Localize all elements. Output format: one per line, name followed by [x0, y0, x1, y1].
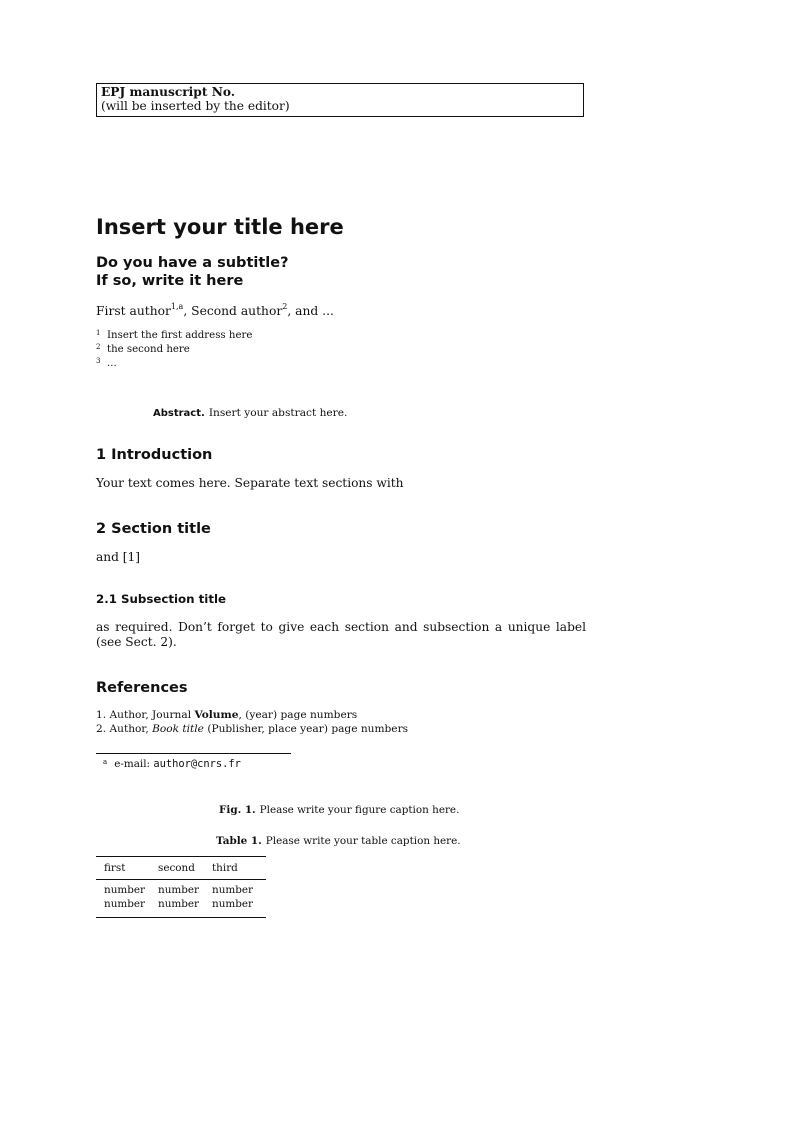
- reference-text-post: , (year) page numbers: [238, 709, 358, 721]
- section-heading-introduction: 1 Introduction: [96, 447, 213, 463]
- affiliation-number: 1: [96, 329, 101, 337]
- footnote-label: e-mail:: [114, 758, 154, 770]
- reference-item-2: [96, 723, 408, 737]
- figure-caption: [219, 803, 459, 817]
- reference-text-pre: Author, Journal: [109, 709, 195, 721]
- table-header-cell: first: [104, 862, 126, 874]
- table-header-cell: third: [212, 862, 238, 874]
- table-caption: [216, 834, 461, 848]
- footnote: [103, 758, 241, 771]
- data-table: [96, 856, 266, 918]
- introduction-paragraph: Your text comes here. Separate text sections with: [96, 476, 404, 490]
- affiliation-3: [96, 357, 117, 371]
- section-2-paragraph: and [1]: [96, 550, 141, 564]
- reference-text-post: (Publisher, place year) page numbers: [203, 722, 409, 735]
- affiliation-text: the second here: [107, 344, 190, 355]
- reference-book-title: Book title: [152, 722, 204, 735]
- manuscript-number-label: EPJ manuscript No.: [101, 85, 236, 99]
- affiliation-text: ...: [107, 358, 117, 369]
- first-author-affiliation-mark: 1,a: [170, 301, 184, 311]
- table-cell: number: [158, 898, 200, 910]
- figure-caption-label: Fig. 1.: [219, 804, 256, 816]
- table-cell: number: [104, 898, 146, 910]
- table-cell: number: [104, 884, 146, 896]
- subsection-paragraph: as required. Don’t forget to give each section and subsection a unique label (see Sect. 2).: [96, 620, 586, 649]
- table-body: [96, 880, 266, 917]
- author-list: [96, 303, 334, 319]
- table-cell: number: [212, 884, 254, 896]
- editor-note: (will be inserted by the editor): [101, 99, 290, 113]
- affiliation-number: 2: [96, 343, 101, 351]
- footnote-email: author@cnrs.fr: [153, 758, 241, 770]
- paper-title: Insert your title here: [96, 215, 344, 239]
- table-header-row: [96, 857, 266, 880]
- first-author: First author: [96, 304, 171, 318]
- abstract-text: Insert your abstract here.: [208, 407, 348, 419]
- reference-number: 2.: [96, 722, 107, 735]
- reference-volume: Volume: [194, 709, 239, 721]
- reference-text-pre: Author,: [109, 722, 153, 735]
- table-caption-label: Table 1.: [216, 835, 262, 847]
- affiliation-number: 3: [96, 357, 101, 365]
- manuscript-header-box: [96, 83, 584, 117]
- affiliation-2: [96, 343, 190, 357]
- footnote-mark: a: [103, 758, 108, 766]
- table-caption-text: Please write your table caption here.: [265, 835, 461, 847]
- reference-list: [96, 709, 408, 736]
- affiliation-1: [96, 329, 252, 343]
- footnote-divider: [96, 753, 291, 754]
- abstract: [153, 406, 347, 421]
- paper-subtitle-line1: Do you have a subtitle?: [96, 255, 289, 271]
- paper-subtitle-line2: If so, write it here: [96, 273, 244, 289]
- figure-caption-text: Please write your figure caption here.: [259, 804, 460, 816]
- author-separator: ,: [183, 304, 192, 318]
- section-heading-2: 2 Section title: [96, 521, 211, 537]
- table-row: [96, 883, 266, 897]
- second-author-affiliation-mark: 2: [282, 301, 288, 311]
- reference-item-1: [96, 709, 408, 723]
- table-cell: number: [212, 898, 254, 910]
- table-header-cell: second: [158, 862, 195, 874]
- abstract-label: Abstract.: [153, 408, 205, 419]
- reference-number: 1.: [96, 709, 107, 721]
- table-row: [96, 897, 266, 911]
- affiliation-text: Insert the first address here: [107, 330, 253, 341]
- author-list-tail: , and ...: [287, 304, 334, 318]
- references-heading: References: [96, 680, 188, 696]
- second-author: Second author: [191, 304, 283, 318]
- table-cell: number: [158, 884, 200, 896]
- subsection-heading-2-1: 2.1 Subsection title: [96, 592, 227, 606]
